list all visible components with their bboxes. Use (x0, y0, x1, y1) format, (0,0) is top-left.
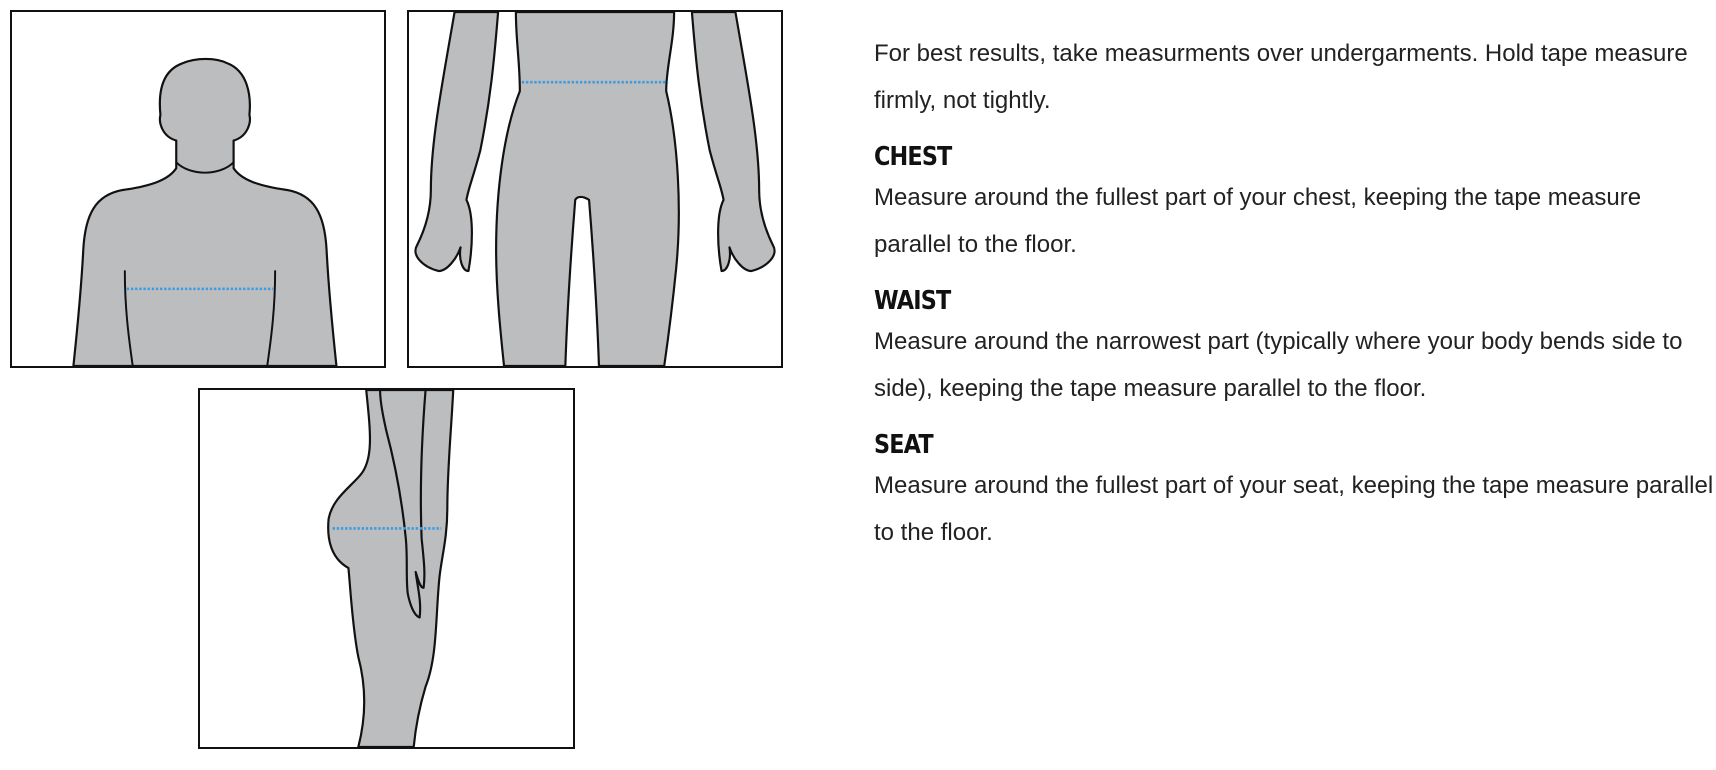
seat-section (874, 430, 1714, 556)
seat-figure-icon (200, 390, 573, 747)
right-arm-shape (692, 12, 775, 271)
waist-section (874, 286, 1714, 412)
waist-measurement-illustration (407, 10, 783, 368)
chest-section (874, 142, 1714, 268)
chest-measurement-illustration (10, 10, 386, 368)
chest-heading: CHEST (874, 142, 952, 172)
seat-heading: SEAT (874, 430, 933, 460)
seat-measurement-illustration (198, 388, 575, 749)
intro-text: For best results, take measurments over undergarments. Hold tape measure firmly, not tightly. (874, 40, 1688, 114)
chest-description: Measure around the fullest part of your chest, keeping the tape measure parallel to the floor. (874, 184, 1642, 258)
waist-figure-icon (409, 12, 781, 366)
waist-description: Measure around the narrowest part (typically where your body bends side to side), keeping the tape measure parallel to the floor. (874, 328, 1683, 402)
left-arm-shape (415, 12, 498, 271)
waist-heading: WAIST (874, 286, 951, 316)
torso-shape (73, 59, 336, 366)
chest-figure-icon (12, 12, 384, 366)
measuring-instructions (874, 30, 1714, 556)
legs-shape (496, 12, 679, 366)
seat-description: Measure around the fullest part of your seat, keeping the tape measure parallel to the floor. (874, 472, 1714, 546)
